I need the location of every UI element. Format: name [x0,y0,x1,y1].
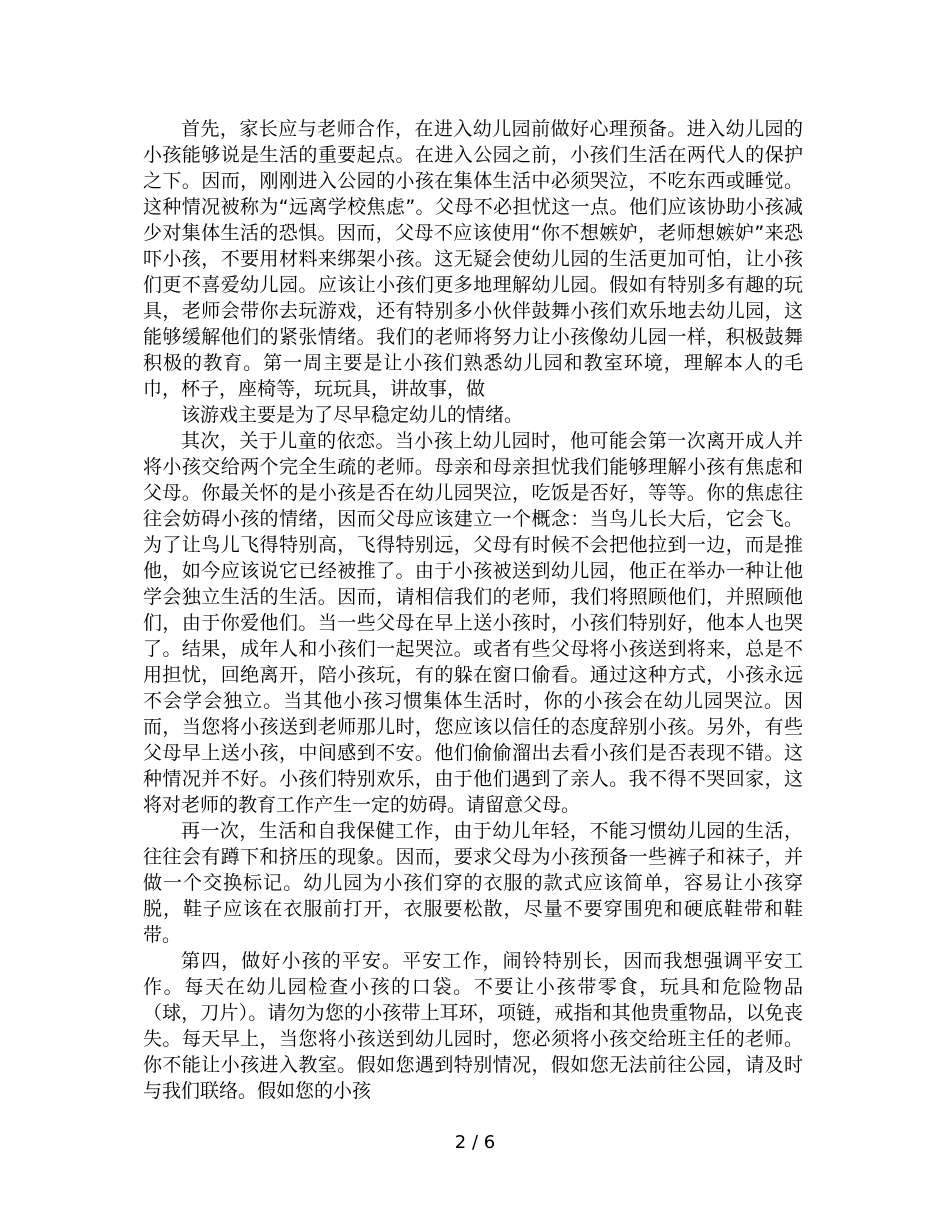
page-number: 2 / 6 [454,1132,496,1153]
paragraph-fourth: 第四，做好小孩的平安。平安工作，闹铃特别长，因而我想强调平安工作。每天在幼儿园检查小孩的口袋。不要让小孩带零食，玩具和危险物品（球，刀片）。请勿为您的小孩带上耳环，项链，戒指和其他贵重物品，以免丧失。每天早上，当您将小孩送到幼儿园时，您必须将小孩交给班主任的老师。你不能让小孩进入教室。假如您遇到特别情况，假如您无法前往公园，请及时与我们联络。假如您的小孩 [143,950,803,1102]
paragraph-second: 其次，关于儿童的依恋。当小孩上幼儿园时，他可能会第一次离开成人并将小孩交给两个完全生疏的老师。母亲和母亲担忧我们能够理解小孩有焦虑和父母。你最关怀的是小孩是否在幼儿园哭泣，吃饭是否好，等等。你的焦虑往往会妨碍小孩的情绪，因而父母应该建立一个概念：当鸟儿长大后，它会飞。为了让鸟儿飞得特别高，飞得特别远，父母有时候不会把他拉到一边，而是推他，如今应该说它已经被推了。由于小孩被送到幼儿园，他正在举办一种让他学会独立生活的生活。因而，请相信我们的老师，我们将照顾他们，并照顾他们，由于你爱他们。当一些父母在早上送小孩时，小孩们特别好，他本人也哭了。结果，成年人和小孩们一起哭泣。或者有些父母将小孩送到将来，总是不用担忧，回绝离开，陪小孩玩，有的躲在窗口偷看。通过这种方式，小孩永远不会学会独立。当其他小孩习惯集体生活时，你的小孩会在幼儿园哭泣。因而，当您将小孩送到老师那儿时，您应该以信任的态度辞别小孩。另外，有些父母早上送小孩，中间感到不安。他们偷偷溜出去看小孩们是否表现不错。这种情况并不好。小孩们特别欢乐，由于他们遇到了亲人。我不得不哭回家，这将对老师的教育工作产生一定的妨碍。请留意父母。 [143,430,803,816]
paragraph-third: 再一次，生活和自我保健工作，由于幼儿年轻，不能习惯幼儿园的生活，往往会有蹲下和挤压的现象。因而，要求父母为小孩预备一些裤子和袜子，并做一个交换标记。幼儿园为小孩们穿的衣服的款式应该简单，容易让小孩穿脱，鞋子应该在衣服前打开，衣服要松散，尽量不要穿围兜和硬底鞋带和鞋带。 [143,820,803,946]
paragraph-game: 该游戏主要是为了尽早稳定幼儿的情绪。 [181,404,524,426]
document-body [143,116,803,1104]
paragraph-first: 首先，家长应与老师合作，在进入幼儿园前做好心理预备。进入幼儿园的小孩能够说是生活的重要起点。在进入公园之前，小孩们生活在两代人的保护之下。因而，刚刚进入公园的小孩在集体生活中必须哭泣，不吃东西或睡觉。这种情况被称为“远离学校焦虑”。父母不必担忧这一点。他们应该协助小孩减少对集体生活的恐惧。因而，父母不应该使用“你不想嫉妒，老师想嫉妒”来恐吓小孩，不要用材料来绑架小孩。这无疑会使幼儿园的生活更加可怕，让小孩们更不喜爱幼儿园。应该让小孩们更多地理解幼儿园。假如有特别多有趣的玩具，老师会带你去玩游戏，还有特别多小伙伴鼓舞小孩们欢乐地去幼儿园，这能够缓解他们的紧张情绪。我们的老师将努力让小孩像幼儿园一样，积极鼓舞积极的教育。第一周主要是让小孩们熟悉幼儿园和教室环境，理解本人的毛巾，杯子，座椅等，玩玩具，讲故事，做 [143,118,803,400]
